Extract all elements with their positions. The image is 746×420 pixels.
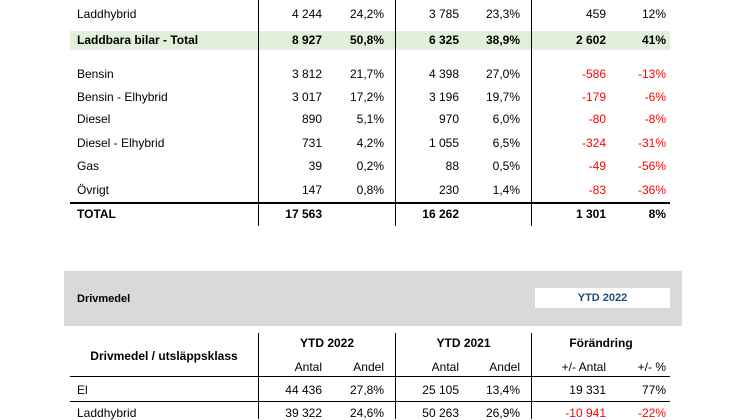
row-label: Gas (77, 159, 100, 173)
cell-andel-2022: 50,8% (349, 33, 384, 47)
cell-diff: -80 (588, 112, 606, 126)
cell-andel-2022: 27,8% (349, 383, 384, 397)
header-divider (70, 376, 670, 377)
cell-antal-2022: 147 (301, 183, 322, 197)
cell-antal-2021: 4 398 (428, 67, 459, 81)
column-group-ytd-2022: YTD 2022 (299, 336, 355, 350)
row-label: Laddhybrid (77, 406, 137, 420)
cell-pct: -6% (644, 90, 666, 104)
cell-antal-2021: 1 055 (428, 136, 459, 150)
cell-andel-2022: 5,1% (356, 112, 384, 126)
total-divider (70, 202, 670, 204)
cell-antal-2021: 230 (438, 183, 459, 197)
row-label: Diesel (77, 112, 111, 126)
row-label: Bensin - Elhybrid (77, 90, 168, 104)
cell-andel-2021: 1,4% (492, 183, 520, 197)
cell-antal-2021: 88 (445, 159, 459, 173)
cell-diff: -10 941 (565, 406, 606, 420)
cell-pct: 12% (641, 7, 666, 21)
cell-andel-2022: 24,2% (349, 7, 384, 21)
cell-pct: -22% (637, 406, 666, 420)
cell-antal-2022: 17 563 (285, 207, 322, 221)
cell-diff: -49 (588, 159, 606, 173)
cell-antal-2022: 39 322 (285, 406, 322, 420)
section-title: Drivmedel (77, 293, 131, 305)
column-header-pct: +/- % (637, 360, 666, 374)
cell-andel-2022: 4,2% (356, 136, 384, 150)
column-divider (531, 0, 532, 226)
cell-pct: -56% (637, 159, 666, 173)
cell-antal-2021: 3 785 (428, 7, 459, 21)
cell-antal-2022: 4 244 (291, 7, 322, 21)
cell-antal-2022: 8 927 (291, 33, 322, 47)
cell-andel-2022: 17,2% (349, 90, 384, 104)
row-label: Diesel - Elhybrid (77, 136, 165, 150)
cell-pct: 8% (648, 207, 666, 221)
cell-andel-2021: 13,4% (485, 383, 520, 397)
column-header-row-label: Drivmedel / utsläppsklass (90, 349, 238, 363)
cell-antal-2021: 25 105 (422, 383, 459, 397)
row-label: Laddhybrid (77, 7, 137, 21)
row-label: TOTAL (77, 207, 116, 221)
cell-diff: 459 (585, 7, 606, 21)
cell-andel-2022: 24,6% (349, 406, 384, 420)
cell-diff: 19 331 (569, 383, 606, 397)
column-header-antal-2022: Antal (294, 360, 322, 374)
cell-andel-2021: 19,7% (485, 90, 520, 104)
cell-antal-2022: 39 (308, 159, 322, 173)
column-divider (258, 0, 259, 226)
cell-antal-2022: 890 (301, 112, 322, 126)
cell-pct: 41% (641, 33, 666, 47)
cell-antal-2022: 44 436 (285, 383, 322, 397)
row-label: El (77, 383, 88, 397)
cell-pct: -13% (637, 67, 666, 81)
column-divider (395, 0, 396, 226)
cell-andel-2021: 23,3% (485, 7, 520, 21)
cell-antal-2021: 50 263 (422, 406, 459, 420)
cell-antal-2022: 3 017 (291, 90, 322, 104)
cell-diff: -586 (581, 67, 606, 81)
cell-diff: 1 301 (575, 207, 606, 221)
column-header-antal-2021: Antal (431, 360, 459, 374)
cell-antal-2022: 3 812 (291, 67, 322, 81)
column-header-andel-2022: Andel (353, 360, 384, 374)
cell-andel-2021: 6,0% (492, 112, 520, 126)
cell-andel-2021: 26,9% (485, 406, 520, 420)
cell-pct: -8% (644, 112, 666, 126)
cell-antal-2021: 16 262 (422, 207, 459, 221)
cell-andel-2022: 0,8% (356, 183, 384, 197)
period-badge-label: YTD 2022 (577, 292, 628, 304)
cell-diff: -324 (581, 136, 606, 150)
row-label: Laddbara bilar - Total (77, 33, 199, 47)
cell-andel-2022: 0,2% (356, 159, 384, 173)
cell-antal-2021: 6 325 (428, 33, 459, 47)
row-label: Övrigt (77, 183, 110, 197)
cell-antal-2022: 731 (301, 136, 322, 150)
cell-diff: -83 (588, 183, 606, 197)
column-header-andel-2021: Andel (489, 360, 520, 374)
cell-pct: 77% (641, 383, 666, 397)
cell-diff: -179 (581, 90, 606, 104)
cell-andel-2021: 0,5% (492, 159, 520, 173)
column-group-change: Förändring (569, 336, 633, 350)
column-group-ytd-2021: YTD 2021 (436, 336, 491, 350)
cell-andel-2021: 6,5% (492, 136, 520, 150)
cell-pct: -31% (637, 136, 666, 150)
cell-andel-2022: 21,7% (349, 67, 384, 81)
cell-andel-2021: 38,9% (485, 33, 520, 47)
row-label: Bensin (77, 67, 114, 81)
cell-antal-2021: 3 196 (428, 90, 459, 104)
row-divider (70, 401, 670, 402)
cell-andel-2021: 27,0% (485, 67, 520, 81)
cell-diff: 2 602 (575, 33, 606, 47)
cell-antal-2021: 970 (438, 112, 459, 126)
cell-pct: -36% (637, 183, 666, 197)
column-header-diff: +/- Antal (561, 360, 606, 374)
